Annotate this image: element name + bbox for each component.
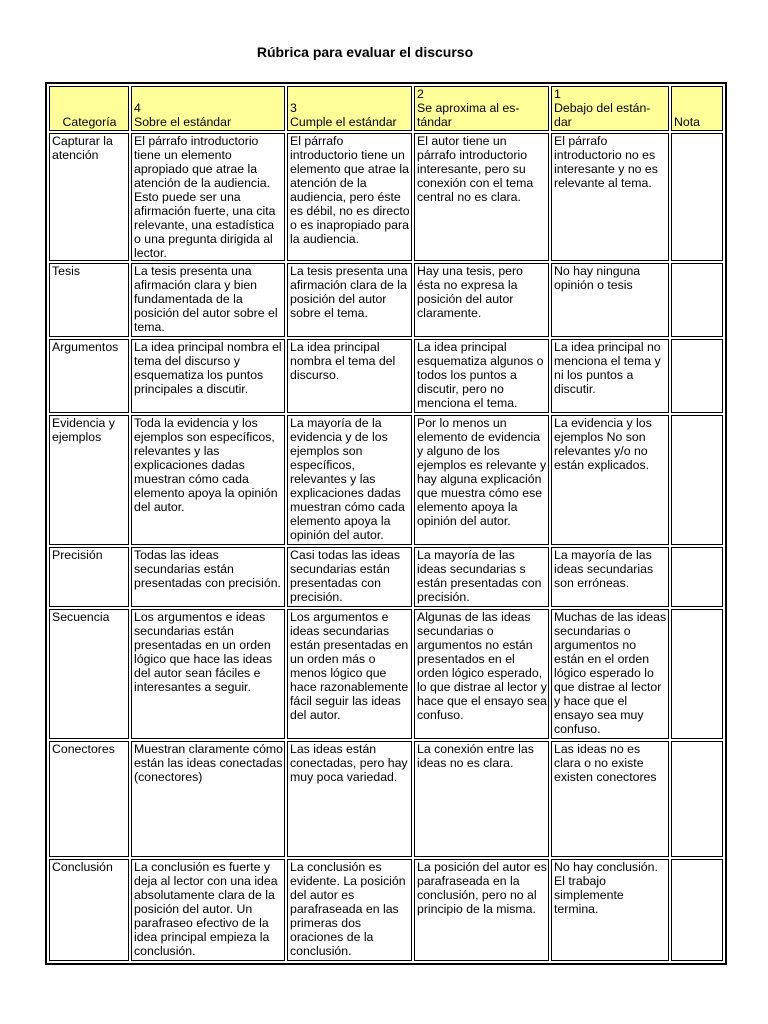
row-grade-cell[interactable] [671,859,723,961]
row-cell-level-4: La tesis presenta una afirmación clara y bien fundamentada de la posición del autor sobre el tema. [131,263,285,337]
row-grade-cell[interactable] [671,547,723,607]
row-grade-cell[interactable] [671,741,723,857]
row-cell-level-3: Los argumentos e ideas secundarias están presentadas en un orden más o menos lógico que hace razonablemente fácil seguir las ideas del autor. [287,609,412,739]
row-grade-cell[interactable] [671,133,723,261]
row-cell-level-1: No hay conclusión. El trabajo simplemente termina. [551,859,669,961]
row-cell-level-2: La conexión entre las ideas no es clara. [414,741,549,857]
table-row [49,547,723,607]
row-cell-level-2: El autor tiene un párrafo introductorio interesante, pero su conexión con el tema central no es clara. [414,133,549,261]
header-level-1-score: 1 [554,87,561,101]
row-grade-cell[interactable] [671,415,723,545]
row-cell-level-3: La tesis presenta una afirmación clara de la posición del autor sobre el tema. [287,263,412,337]
header-level-2-score: 2 [417,87,424,101]
header-row [49,86,723,131]
row-cell-level-4: Los argumentos e ideas secundarias están presentadas en un orden lógico que hace las ideas del autor sean fáciles e interesantes a seguir. [131,609,285,739]
row-cell-level-2: Por lo menos un elemento de evidencia y alguno de los ejemplos es relevante y hay alguna explicación que muestra cómo ese elemento apoya la opinión del autor. [414,415,549,545]
row-grade-cell[interactable] [671,263,723,337]
row-cell-level-3: Las ideas están conectadas, pero hay muy poca variedad. [287,741,412,857]
row-cell-level-1: El párrafo introductorio no es interesante y no es relevante al tema. [551,133,669,261]
row-cell-level-3: La mayoría de la evidencia y de los ejemplos son específicos, relevantes y las explicaciones dadas muestran cómo cada elemento apoya la opinión del autor. [287,415,412,545]
row-cell-level-1: La evidencia y los ejemplos No son relevantes y/o no están explicados. [551,415,669,545]
row-category: Tesis [49,263,129,337]
header-category: Categoría [49,86,129,131]
row-cell-level-4: El párrafo introductorio tiene un elemento apropiado que atrae la atención de la audiencia. Esto puede ser una afirmación fuerte, una cita relevante, una estadística o una pregunta dirigida al lector. [131,133,285,261]
row-category: Evidencia y ejemplos [49,415,129,545]
row-cell-level-2: Algunas de las ideas secundarias o argumentos no están presentados en el orden lógico esperado, lo que distrae al lector y hace que el ensayo sea confuso. [414,609,549,739]
row-cell-level-3: La conclusión es evidente. La posición del autor es parafraseada en las primeras dos oraciones de la conclusión. [287,859,412,961]
header-level-4-label: Sobre el estándar [134,115,232,129]
row-cell-level-4: Todas las ideas secundarias están presentadas con precisión. [131,547,285,607]
row-category: Capturar la atención [49,133,129,261]
row-category: Conclusión [49,859,129,961]
row-cell-level-1: No hay ninguna opinión o tesis [551,263,669,337]
table-row [49,741,723,857]
row-cell-level-2: La posición del autor es parafraseada en la conclusión, pero no al principio de la misma. [414,859,549,961]
row-cell-level-3: Casi todas las ideas secundarias están presentadas con precisión. [287,547,412,607]
row-category: Conectores [49,741,129,857]
row-cell-level-1: Las ideas no es clara o no existe existen conectores [551,741,669,857]
header-level-3-label: Cumple el estándar [290,115,397,129]
table-row [49,263,723,337]
header-level-1 [551,86,669,131]
header-level-4-score: 4 [134,101,141,115]
row-cell-level-1: La mayoría de las ideas secundarias son erróneas. [551,547,669,607]
table-row [49,339,723,413]
page-title: Rúbrica para evaluar el discurso [256,44,474,60]
row-category: Argumentos [49,339,129,413]
row-cell-level-4: Muestran claramente cómo están las ideas conectadas (conectores) [131,741,285,857]
row-cell-level-4: Toda la evidencia y los ejemplos son específicos, relevantes y las explicaciones dadas muestran cómo cada elemento apoya la opinión del autor. [131,415,285,545]
row-category: Precisión [49,547,129,607]
header-level-2-label: Se aproxima al es-tándar [417,101,520,129]
row-cell-level-2: Hay una tesis, pero ésta no expresa la posición del autor claramente. [414,263,549,337]
header-grade: Nota [671,86,723,131]
header-level-3-score: 3 [290,101,297,115]
table-row [49,609,723,739]
row-cell-level-3: El párrafo introductorio tiene un elemento que atrae la atención de la audiencia, pero éste es débil, no es directo o es inapropiado para la audiencia. [287,133,412,261]
row-cell-level-1: La idea principal no menciona el tema y ni los puntos a discutir. [551,339,669,413]
row-grade-cell[interactable] [671,339,723,413]
row-cell-level-1: Muchas de las ideas secundarias o argumentos no están en el orden lógico esperado lo que distrae al lector y hace que el ensayo sea muy confuso. [551,609,669,739]
row-cell-level-2: La idea principal esquematiza algunos o todos los puntos a discutir, pero no menciona el tema. [414,339,549,413]
row-cell-level-4: La idea principal nombra el tema del discurso y esquematiza los puntos principales a discutir. [131,339,285,413]
row-category: Secuencia [49,609,129,739]
table-row [49,133,723,261]
header-level-1-label: Debajo del están-dar [554,101,651,129]
row-cell-level-4: La conclusión es fuerte y deja al lector con una idea absolutamente clara de la posición del autor. Un parafraseo efectivo de la idea principal empieza la conclusión. [131,859,285,961]
table-row [49,415,723,545]
header-level-3 [287,86,412,131]
table-row [49,859,723,961]
header-level-2 [414,86,549,131]
row-cell-level-3: La idea principal nombra el tema del discurso. [287,339,412,413]
rubric-table [45,82,727,965]
row-cell-level-2: La mayoría de las ideas secundarias s están presentadas con precisión. [414,547,549,607]
row-grade-cell[interactable] [671,609,723,739]
header-level-4 [131,86,285,131]
